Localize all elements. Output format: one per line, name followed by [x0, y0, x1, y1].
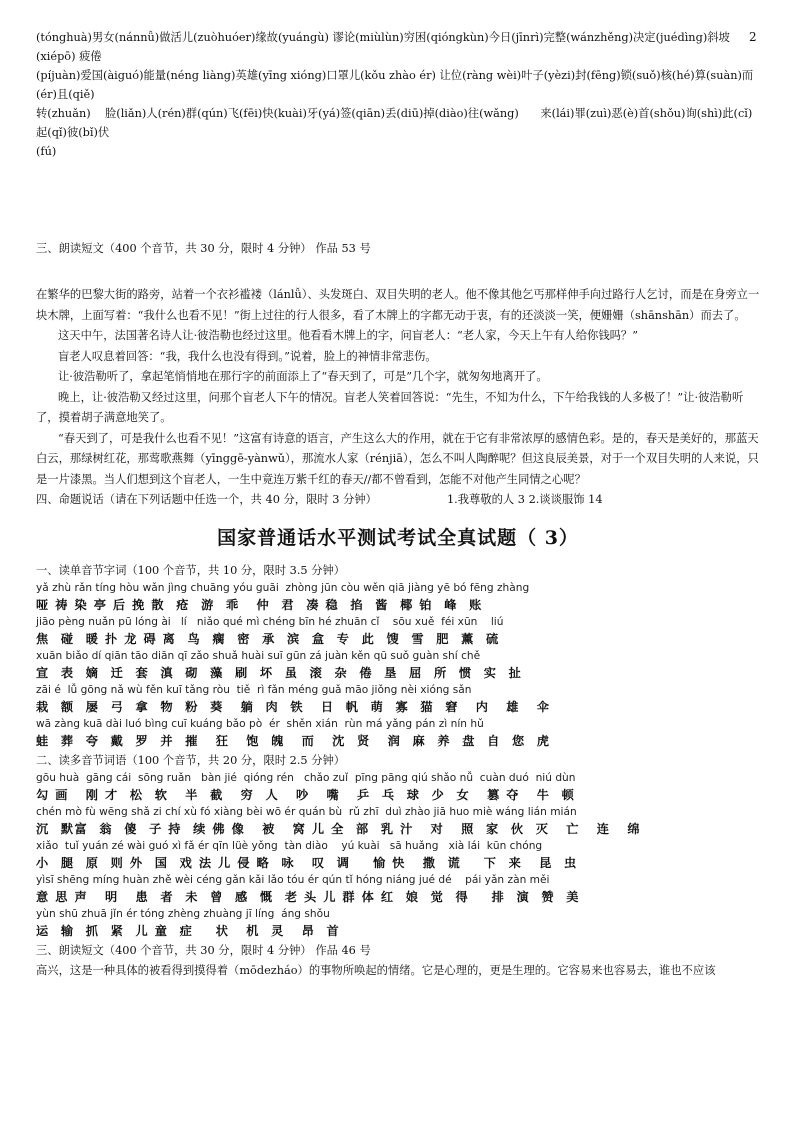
multi-syllable-list — [36, 771, 760, 941]
passage-paragraph: 盲老人叹息着回答：“我，我什么也没有得到。”说着，脸上的神情非常悲伤。 — [58, 349, 437, 363]
hanzi-row: 沉 默富 翁 傻 子 持 续 佛 像 被 窝 儿 全 部 乳 汁 对 照 家 伙 灭 亡 连 绵 — [36, 821, 641, 836]
section-heading: 四、命题说话（请在下列话题中任选一个，共 40 分，限时 3 分钟） — [36, 493, 377, 506]
speaking-topic-line — [36, 490, 760, 511]
section-heading: 三、朗读短文（400 个音节，共 30 分，限时 4 分钟） 作品 46 号 — [36, 943, 371, 957]
passage-paragraph: “春天到了，可是我什么也看不见！”这富有诗意的语言，产生这么大的作用，就在于它有非常浓厚的感情色彩。是的，春天是美好的，那蓝天白云，那绿树红花，那莺歌燕舞（yīnggē-yànwǔ），那流水人家（rénjiā），怎么不叫人陶醉呢？但这良辰美景，对于一个双目失明的人来说，只是一片漆黑。当人们想到这个盲老人，一生中竟连万紫千红的春天//都不曾看到，怎能不对他产生同情之心呢？ — [36, 431, 759, 486]
pinyin-row: jiāo pèng nuǎn pū lóng ài lí niǎo qué mì chéng bīn hé zhuān cǐ sōu xuě féi xūn liú — [36, 615, 504, 628]
pinyin-row: yùn shū zhuā jǐn ér tóng zhèng zhuàng jī líng áng shǒu — [36, 907, 330, 920]
pinyin-row: yìsī shēng míng huàn zhě wèi céng gǎn kǎi lǎo tóu ér qún tǐ hóng niáng jué dé pái yǎn zàn měi — [36, 873, 550, 886]
passage-paragraph: 高兴，这是一种具体的被看得到摸得着（mōdezháo）的事物所唤起的情绪。它是心理的，更是生理的。它容易来也容易去，谁也不应该 — [36, 963, 716, 977]
hanzi-row: 勾 画 刚 才 松 软 半 截 穷 人 吵 嘴 乒 乓 球 少 女 篡 夺 牛 顿 — [36, 787, 576, 802]
section-heading: 一、读单音节字词（100 个音节，共 10 分，限时 3.5 分钟） — [36, 563, 346, 577]
page-title: 国家普通话水平测试考试全真试题（ 3） — [217, 526, 579, 549]
vocab-line: (fú) — [36, 145, 57, 158]
exam-page — [36, 28, 760, 981]
top-vocab-block — [36, 28, 760, 161]
pinyin-row: xiǎo tuǐ yuán zé wài guó xì fǎ ér qīn lüè yǒng tàn diào yú kuài sā huǎng xià lái kūn chóng — [36, 839, 543, 852]
hanzi-row: 运 输 抓 紧 儿 童 症 状 机 灵 昂 首 — [36, 923, 341, 938]
passage-paragraph: 让·彼浩勒听了，拿起笔悄悄地在那行字的前面添上了“春天到了，可是”几个字，就匆匆地离开了。 — [58, 370, 548, 383]
topic-list: 1.我尊敬的人 3 2.谈谈服饰 14 — [446, 493, 603, 506]
hanzi-row: 意 思 声 明 患 者 未 曾 感 慨 老 头 儿 群 体 红 娘 觉 得 排 演 赞 美 — [36, 889, 580, 904]
hanzi-row: 宣 表 嫡 迁 套 滇 砌 藻 刷 坏 虽 滚 杂 倦 垦 屈 所 惯 实 扯 — [36, 665, 523, 680]
pinyin-row: chén mò fù wēng shǎ zi chí xù fó xiàng bèi wō ér quán bù rǔ zhī duì zhào jiā huo miè wáng lián mián — [36, 805, 577, 818]
hanzi-row: 栽 额 屡 弓 拿 物 粉 葵 躺 肉 铁 日 帆 萌 寡 猫 窘 内 雄 伞 — [36, 699, 551, 714]
page-number: 2 — [749, 30, 757, 44]
hanzi-row: 小 腿 原 则 外 国 戏 法 儿 侵 略 咏 叹 调 愉 快 撒 谎 下 来 昆 虫 — [36, 855, 578, 870]
vocab-line: 转(zhuǎn) 脸(liǎn)人(rén)群(qún)飞(fēi)快(kuài)牙(yá)签(qiān)丢(diū)掉(diào)往(wǎng) 来(lái)罪(zuì)恶(è)首(shǒu)询(shì)此(cǐ)起(qǐ)彼(bǐ)伏 — [36, 107, 753, 139]
pinyin-row: zāi é lǚ gōng nǎ wù fěn kuī tǎng ròu tiě rì fǎn méng guǎ māo jiǒng nèi xióng sǎn — [36, 683, 472, 696]
pinyin-row: gōu huà gāng cái sōng ruǎn bàn jié qióng rén chǎo zuǐ pīng pāng qiú shǎo nǚ cuàn duó niú dùn — [36, 771, 576, 784]
passage-paragraph: 这天中午，法国著名诗人让·彼浩勒也经过这里。他看看木牌上的字，问盲老人：“老人家，今天上午有人给你钱吗？” — [58, 329, 638, 342]
vocab-line: (tónghuà)男女(nánnǚ)做活儿(zuòhuóer)缘故(yuángù) 谬论(miùlùn)穷困(qióngkùn)今日(jīnrì)完整(wánzhěng)决定(juédìng)斜坡(xiépō) 疲倦 — [36, 31, 730, 63]
vocab-line: (píjuàn)爱国(àiguó)能量(néng liàng)英雄(yīng xióng)口罩儿(kǒu zhào ér) 让位(ràng wèi)叶子(yèzi)封(fēng)锁(suǒ)核(hé)算(suàn)而(ér)且(qiě) — [36, 69, 754, 101]
pinyin-row: xuān biǎo dí qiān tāo diān qī zǎo shuǎ huài suī gūn zá juàn kěn qū suǒ guàn shí chě — [36, 649, 481, 662]
hanzi-row: 哑 祷 染 亭 后 挽 散 疮 游 乖 仲 君 凑 稳 掐 酱 椰 铂 峰 账 — [36, 597, 483, 612]
passage-paragraph: 晚上，让·彼浩勒又经过这里，问那个盲老人下午的情况。盲老人笑着回答说：“先生，不知为什么，下午给我钱的人多极了！”让·彼浩勒听了，摸着胡子满意地笑了。 — [36, 390, 744, 424]
single-syllable-list — [36, 581, 760, 751]
pinyin-row: wā zàng kuā dài luó bìng cuī kuáng bǎo pò ér shěn xián rùn má yǎng pán zì nín hǔ — [36, 717, 484, 730]
passage-paragraph: 在繁华的巴黎大街的路旁，站着一个衣衫褴褛（lánlǚ）、头发斑白、双目失明的老人。他不像其他乞丐那样伸手向过路行人乞讨，而是在身旁立一块木牌，上面写着：“我什么也看不见！”街上过往的行人很多，看了木牌上的字都无动于衷，有的还淡淡一笑，便姗姗（shānshān）而去了。 — [36, 288, 760, 322]
section-heading: 二、读多音节词语（100 个音节，共 20 分，限时 2.5 分钟） — [36, 753, 346, 767]
pinyin-row: yǎ zhù rǎn tíng hòu wǎn jìng chuāng yóu guāi zhòng jūn còu wěn qiā jiàng yē bó fēng zhàng — [36, 581, 530, 594]
hanzi-row: 蛙 葬 夸 戴 罗 并 摧 狂 饱 魄 而 沈 贤 润 麻 养 盘 自 您 虎 — [36, 733, 551, 748]
hanzi-row: 焦 碰 暖 扑 龙 碍 离 鸟 瘸 密 承 滨 盒 专 此 馊 雪 肥 薰 硫 — [36, 631, 500, 646]
section-heading: 三、朗读短文（400 个音节，共 30 分，限时 4 分钟） 作品 53 号 — [36, 242, 371, 255]
